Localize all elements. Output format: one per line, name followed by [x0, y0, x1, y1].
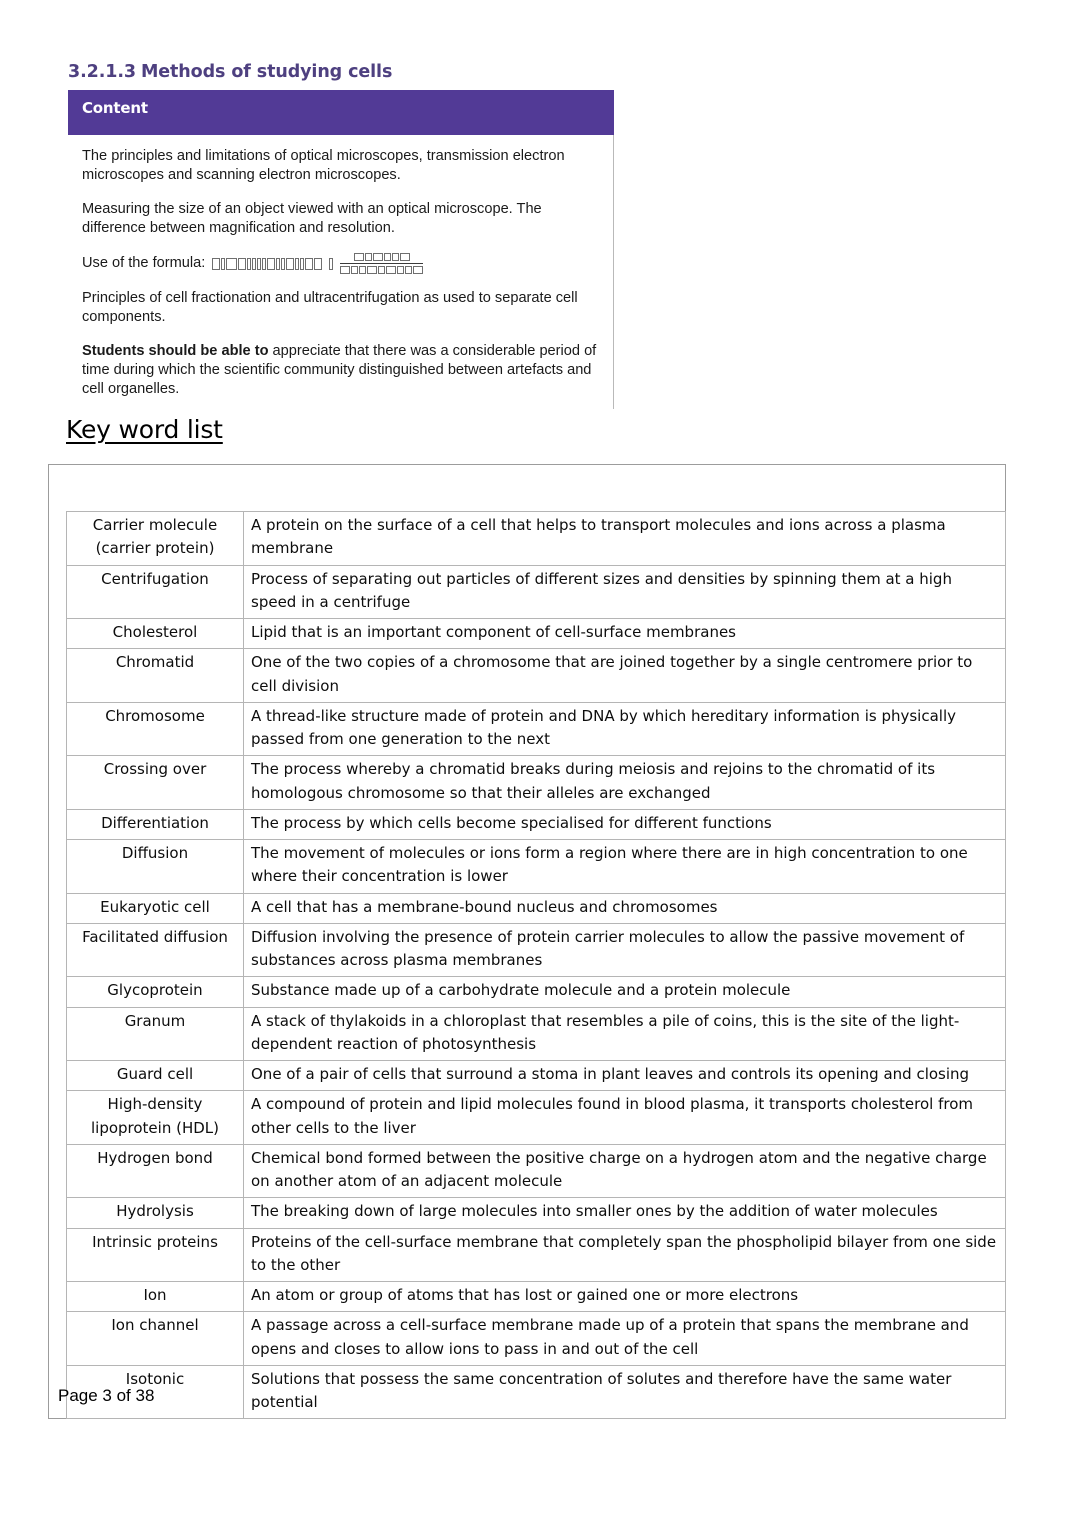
formula-label: Use of the formula:: [82, 254, 206, 271]
keyword-table: [66, 511, 1006, 1419]
table-row: [67, 1144, 1006, 1198]
table-row: [67, 977, 1006, 1007]
table-row: [67, 809, 1006, 839]
content-body: [68, 135, 614, 409]
table-row: [67, 1228, 1006, 1282]
table-row: [67, 1198, 1006, 1228]
table-row: [67, 893, 1006, 923]
keyword-term: Cholesterol: [67, 619, 244, 649]
keyword-definition: Lipid that is an important component of cell-surface membranes: [244, 619, 1006, 649]
keyword-term: Chromosome: [67, 702, 244, 756]
spec-paragraph-fractionation: Principles of cell fractionation and ultracentrifugation as used to separate cell components.: [82, 289, 578, 325]
table-row: [67, 619, 1006, 649]
keyword-term: Eukaryotic cell: [67, 893, 244, 923]
keyword-term: Ion: [67, 1282, 244, 1312]
spec-paragraph-microscopes: The principles and limitations of optical microscopes, transmission electron microscopes and scanning electron microscopes.: [82, 148, 565, 183]
keyword-term: Granum: [67, 1007, 244, 1061]
keyword-table-empty-header-row: [49, 465, 1005, 511]
keyword-definition: A thread-like structure made of protein and DNA by which hereditary information is physically passed from one generation to the next: [244, 702, 1006, 756]
table-row: [67, 649, 1006, 703]
keyword-definition: The movement of molecules or ions form a region where there are in high concentration to one where their concentration is lower: [244, 840, 1006, 894]
keyword-table-body: [67, 512, 1006, 1419]
keyword-definition: The process by which cells become specialised for different functions: [244, 809, 1006, 839]
specification-extract: [68, 62, 614, 409]
keyword-definition: Diffusion involving the presence of protein carrier molecules to allow the passive movement of substances across plasma membranes: [244, 923, 1006, 977]
keyword-definition: A passage across a cell-surface membrane made up of a protein that spans the membrane and opens and closes to allow ions to pass in and out of the cell: [244, 1312, 1006, 1366]
keyword-definition: One of a pair of cells that surround a stoma in plant leaves and controls its opening and closing: [244, 1061, 1006, 1091]
keyword-term: Differentiation: [67, 809, 244, 839]
table-row: [67, 1365, 1006, 1419]
keyword-definition: One of the two copies of a chromosome that are joined together by a single centromere prior to cell division: [244, 649, 1006, 703]
students-rest-text: appreciate that there was a considerable period of time during which the scientific community distinguished between artefacts and cell organelles.: [82, 342, 597, 397]
keyword-term: Centrifugation: [67, 565, 244, 619]
keyword-definition: A cell that has a membrane-bound nucleus and chromosomes: [244, 893, 1006, 923]
keyword-definition: A stack of thylakoids in a chloroplast that resembles a pile of coins, this is the site of the light-dependent reaction of photosynthesis: [244, 1007, 1006, 1061]
keyword-table-container: [48, 464, 1006, 1419]
keyword-term: Ion channel: [67, 1312, 244, 1366]
formula-missing-glyphs-left: [212, 258, 322, 270]
students-lead-text: Students should be able to: [82, 342, 269, 359]
keyword-term: Carrier molecule (carrier protein): [67, 512, 244, 566]
content-header-label: Content: [82, 99, 148, 117]
table-row: [67, 923, 1006, 977]
table-row: [67, 702, 1006, 756]
keyword-term: Crossing over: [67, 756, 244, 810]
formula-equals-glyph: [329, 258, 333, 270]
keyword-definition: Process of separating out particles of different sizes and densities by spinning them at a high speed in a centrifuge: [244, 565, 1006, 619]
keyword-definition: The process whereby a chromatid breaks during meiosis and rejoins to the chromatid of its homologous chromosome so that their alleles are exchanged: [244, 756, 1006, 810]
table-row: [67, 1091, 1006, 1145]
spec-paragraph-measuring: Measuring the size of an object viewed with an optical microscope. The difference between magnification and resolution.: [82, 200, 542, 236]
keyword-definition: The breaking down of large molecules into smaller ones by the addition of water molecules: [244, 1198, 1006, 1228]
keyword-term: Guard cell: [67, 1061, 244, 1091]
page-footer: Page 3 of 38: [58, 1386, 155, 1405]
table-row: [67, 1061, 1006, 1091]
table-row: [67, 1312, 1006, 1366]
table-row: [67, 1007, 1006, 1061]
spec-heading-number: 3.2.1.3: [68, 62, 136, 82]
keyword-definition: An atom or group of atoms that has lost or gained one or more electrons: [244, 1282, 1006, 1312]
keyword-term: Hydrogen bond: [67, 1144, 244, 1198]
keyword-term: Chromatid: [67, 649, 244, 703]
table-row: [67, 565, 1006, 619]
keyword-definition: A compound of protein and lipid molecules found in blood plasma, it transports cholesterol from other cells to the liver: [244, 1091, 1006, 1145]
keyword-term: Intrinsic proteins: [67, 1228, 244, 1282]
keyword-term: Facilitated diffusion: [67, 923, 244, 977]
keyword-definition: Proteins of the cell-surface membrane that completely span the phospholipid bilayer from one side to the other: [244, 1228, 1006, 1282]
spec-paragraph-students: [82, 342, 599, 399]
keyword-definition: A protein on the surface of a cell that helps to transport molecules and ions across a plasma membrane: [244, 512, 1006, 566]
table-row: [67, 840, 1006, 894]
keyword-definition: Solutions that possess the same concentration of solutes and therefore have the same water potential: [244, 1365, 1006, 1419]
keyword-term: High-density lipoprotein (HDL): [67, 1091, 244, 1145]
keyword-definition: Chemical bond formed between the positive charge on a hydrogen atom and the negative charge on another atom of an adjacent molecule: [244, 1144, 1006, 1198]
page-title: Key word list: [66, 415, 223, 444]
table-row: [67, 756, 1006, 810]
keyword-term: Glycoprotein: [67, 977, 244, 1007]
table-row: [67, 512, 1006, 566]
formula-fraction-missing-glyphs: [340, 253, 423, 274]
spec-heading-title: Methods of studying cells: [140, 62, 393, 82]
content-header-bar: [68, 90, 614, 135]
formula-line: [82, 253, 599, 274]
keyword-definition: Substance made up of a carbohydrate molecule and a protein molecule: [244, 977, 1006, 1007]
keyword-term: Diffusion: [67, 840, 244, 894]
table-row: [67, 1282, 1006, 1312]
spec-heading: [68, 62, 614, 82]
keyword-term: Hydrolysis: [67, 1198, 244, 1228]
keyword-term: Isotonic: [67, 1365, 244, 1419]
